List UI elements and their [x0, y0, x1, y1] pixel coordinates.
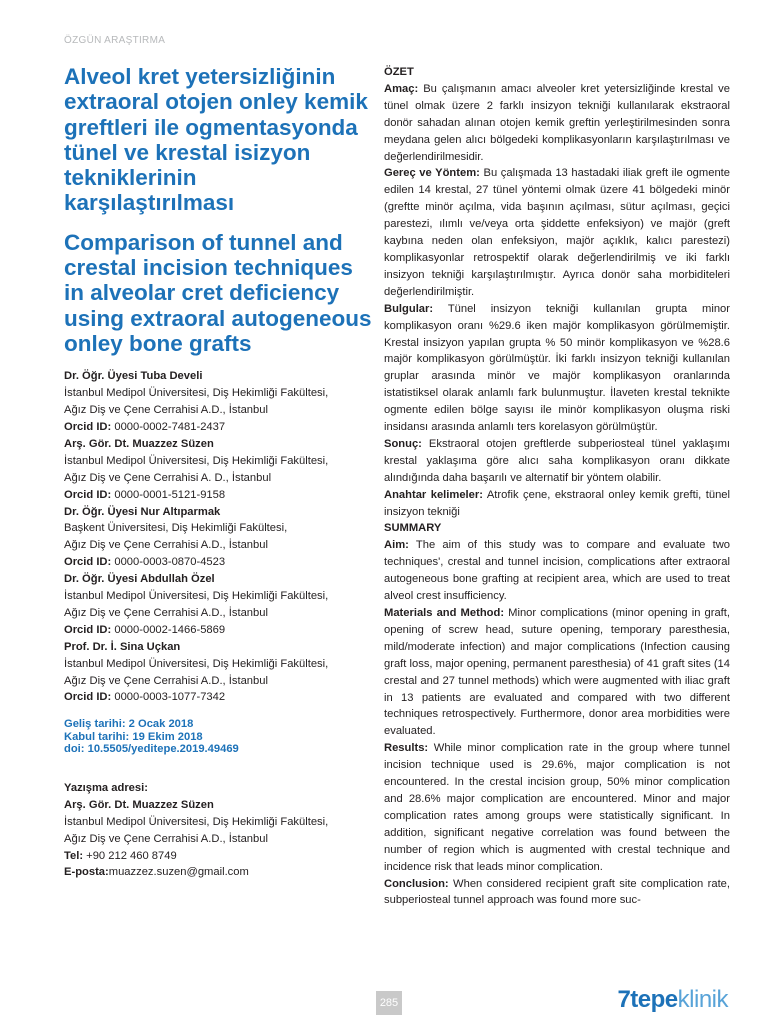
- author-name: Dr. Öğr. Üyesi Abdullah Özel: [64, 573, 215, 586]
- orcid-value: 0000-0002-7481-2437: [114, 420, 226, 433]
- author-block: [64, 571, 372, 639]
- author-block: [64, 504, 372, 572]
- author-orcid: [64, 622, 372, 639]
- title-turkish: Alveol kret yetersizliğinin extraoral otojen onley kemik greftleri ile ogmentasyonda tünel ve krestal isizyon tekniklerinin karşılaştırılması: [64, 64, 368, 216]
- author-affiliation: Ağız Diş ve Çene Cerrahisi A.D., İstanbul: [64, 606, 268, 619]
- orcid-label: Orcid ID:: [64, 556, 112, 569]
- paragraph-text: Ekstraoral otojen greftlerde subperiosteal tünel yaklaşımı krestal yaklaşıma göre alıcı saha komplikasyon oranı dikkate alındığında daha başarılı ve alternatif bir yöntem olabilir.: [384, 437, 731, 484]
- orcid-value: 0000-0002-1466-5869: [114, 623, 226, 636]
- author-affiliation: İstanbul Medipol Üniversitesi, Diş Hekimliği Fakültesi,: [64, 657, 329, 670]
- author-name: Prof. Dr. İ. Sina Uçkan: [64, 640, 181, 653]
- paragraph-label: Anahtar kelimeler:: [384, 488, 483, 501]
- correspondence-name: Arş. Gör. Dt. Muazzez Süzen: [64, 798, 214, 811]
- paragraph-label: Materials and Method:: [384, 607, 505, 619]
- title-english: Comparison of tunnel and crestal incision techniques in alveolar cret deficiency using extraoral autogeneous onley bone grafts: [64, 229, 372, 356]
- accepted-date: Kabul tarihi: 19 Ekim 2018: [64, 730, 203, 743]
- paragraph-text: Tünel insizyon tekniği kullanılan grupta minor komplikasyon oranı %29.6 iken majör komplikasyon görülmemiştir. Krestal insizyon yapılan grupta % 50 minör komplikasyon ve %28.6 majör komplikasyon görülmüştür. İki farklı insizyon tekniği kullanılan gruplar arasında minör ve majör komplikasyon oranlarında istatistiksel olarak anlamlı fark bulunmuştur. İlaveten krestal teknikte ogmente edilen bölge sayısı ile minör komplikasyon oluşma riski insidansı arasında anlamlı ters korelasyon görülmüştür.: [384, 302, 731, 434]
- correspondence-affiliation: İstanbul Medipol Üniversitesi, Diş Hekimliği Fakültesi,: [64, 815, 329, 828]
- paragraph-text: Minor complications (minor opening in graft, opening of screw head, suture opening, temporary paresthesia, mild/moderate infection) and major complications (Infection causing graft loss, major opening, permanent paresthesia) of 41 graft sites (14 crestal and 27 tunnel methods) which were augmented with iliac graft in 13 patients are evaluated and compared with two different techniques retrospectively. Furthermore, donor area morbidities were evaluated.: [384, 607, 731, 738]
- author-affiliation: Ağız Diş ve Çene Cerrahisi A. D., İstanbul: [64, 471, 272, 484]
- left-column: [64, 64, 372, 881]
- author-block: [64, 368, 372, 436]
- orcid-value: 0000-0001-5121-9158: [114, 488, 226, 501]
- paragraph-text: While minor complication rate in the group where tunnel incision technique used is 29.6%, major complication is not encountered. In the crestal incision group, 50% minor complication and 28.6% major complication are encountered. Minor and major complication rates among groups were statistically significant. In addition, significant negative correlation was found between the number of region which is augmented with crestal technique and incidence risk that leads minor complication.: [384, 742, 730, 873]
- ozet-paragraph: [384, 487, 730, 521]
- correspondence-email: [64, 864, 372, 881]
- paragraph-label: Amaç:: [384, 82, 419, 95]
- correspondence-heading: Yazışma adresi:: [64, 781, 148, 794]
- ozet-paragraph: [384, 301, 730, 436]
- author-block: [64, 436, 372, 504]
- phone-value: +90 212 460 8749: [86, 849, 177, 862]
- ozet-paragraph: [384, 436, 730, 487]
- paragraph-label: Bulgular:: [384, 302, 434, 315]
- paragraph-text: When considered recipient graft site complication rate, subperiosteal tunnel approach was found more suc-: [384, 877, 731, 907]
- orcid-value: 0000-0003-0870-4523: [114, 556, 226, 569]
- author-affiliation: İstanbul Medipol Üniversitesi, Diş Hekimliği Fakültesi,: [64, 454, 329, 467]
- paragraph-label: Conclusion:: [384, 877, 449, 890]
- paragraph-label: Gereç ve Yöntem:: [384, 167, 480, 180]
- phone-label: Tel:: [64, 849, 84, 862]
- author-name: Arş. Gör. Dt. Muazzez Süzen: [64, 437, 214, 450]
- summary-paragraph: [384, 537, 730, 605]
- paragraph-text: The aim of this study was to compare and evaluate two techniques', crestal and tunnel incision, complications after extraoral autogeneous bone grafting at recipient area, which are used to treat alveol crest insufficiency.: [384, 539, 731, 603]
- logo-part-7tepe: 7tepe: [617, 986, 678, 1013]
- author-affiliation: İstanbul Medipol Üniversitesi, Diş Hekimliği Fakültesi,: [64, 387, 329, 400]
- article-dates: [64, 718, 372, 756]
- orcid-label: Orcid ID:: [64, 691, 112, 704]
- author-list: [64, 368, 372, 706]
- ozet-heading: ÖZET: [384, 66, 414, 78]
- orcid-label: Orcid ID:: [64, 623, 112, 636]
- summary-heading: SUMMARY: [384, 522, 442, 535]
- paragraph-label: Aim:: [384, 539, 409, 552]
- section-label: ÖZGÜN ARAŞTIRMA: [64, 35, 166, 46]
- author-affiliation: İstanbul Medipol Üniversitesi, Diş Hekimliği Fakültesi,: [64, 590, 329, 603]
- author-affiliation: Ağız Diş ve Çene Cerrahisi A.D., İstanbul: [64, 539, 268, 552]
- author-orcid: [64, 689, 372, 706]
- author-orcid: [64, 554, 372, 571]
- author-affiliation: Başkent Üniversitesi, Diş Hekimliği Fakültesi,: [64, 522, 288, 535]
- page-number: 285: [376, 991, 402, 1015]
- orcid-label: Orcid ID:: [64, 420, 112, 433]
- ozet-paragraph: [384, 81, 730, 166]
- summary-paragraph: [384, 605, 730, 740]
- email-label: E-posta:: [64, 866, 109, 879]
- doi-link[interactable]: doi: 10.5505/yeditepe.2019.49469: [64, 743, 239, 756]
- abstract-column: [384, 64, 730, 909]
- author-orcid: [64, 419, 372, 436]
- paragraph-label: Results:: [384, 742, 429, 755]
- summary-paragraph: [384, 740, 730, 875]
- orcid-label: Orcid ID:: [64, 488, 112, 501]
- ozet-paragraph: [384, 165, 730, 300]
- author-affiliation: Ağız Diş ve Çene Cerrahisi A.D., İstanbul: [64, 404, 268, 417]
- paragraph-text: Bu çalışmada 13 hastadaki iliak greft ile ogmente edilen 14 krestal, 27 tünel yöntemi olmak üzere 41 bölgedeki minör (greftte minör açılma, vida başının açılması, sütur açılması, geçici parestezi, ılımlı ve/veya orta şiddette enfeksiyon) ve majör (greft kaybına neden olan enfeksiyon, majör açıklık, kalıcı parestezi) komplikasyonlar retrospektif olarak değerlendirilmiş ve iki farklı insizyon tekniği karşılaştırılmıştır. Ayrıca donör saha morbiditeleri değerlendirilmiştir.: [384, 167, 730, 298]
- paragraph-text: Bu çalışmanın amacı alveoler kret yetersizliğinde krestal ve tünel olmak üzere 2 farklı insizyon tekniği kullanılarak ekstraoral donör sahadan alınan otojen kemik greftin yerleştirilmesinden sonra meydana gelen alıcı bölgedeki komplikasyonların karşılaştırılması ve değerlendirilmesidir.: [384, 82, 730, 163]
- paragraph-text: Atrofik çene, ekstraoral onley kemik grefti, tünel insizyon tekniği: [384, 488, 731, 518]
- email-link[interactable]: muazzez.suzen@gmail.com: [108, 866, 249, 879]
- author-affiliation: Ağız Diş ve Çene Cerrahisi A.D., İstanbul: [64, 674, 268, 687]
- journal-logo: [617, 986, 728, 1014]
- author-name: Dr. Öğr. Üyesi Tuba Develi: [64, 370, 203, 383]
- logo-part-klinik: klinik: [677, 986, 728, 1013]
- correspondence-block: [64, 780, 372, 881]
- author-block: [64, 639, 372, 707]
- paragraph-label: Sonuç:: [384, 437, 422, 450]
- correspondence-phone: [64, 848, 372, 865]
- summary-paragraph: [384, 876, 730, 910]
- author-name: Dr. Öğr. Üyesi Nur Altıparmak: [64, 505, 221, 518]
- author-orcid: [64, 487, 372, 504]
- received-date: Geliş tarihi: 2 Ocak 2018: [64, 718, 194, 731]
- correspondence-affiliation: Ağız Diş ve Çene Cerrahisi A.D., İstanbul: [64, 832, 268, 845]
- orcid-value: 0000-0003-1077-7342: [114, 691, 226, 704]
